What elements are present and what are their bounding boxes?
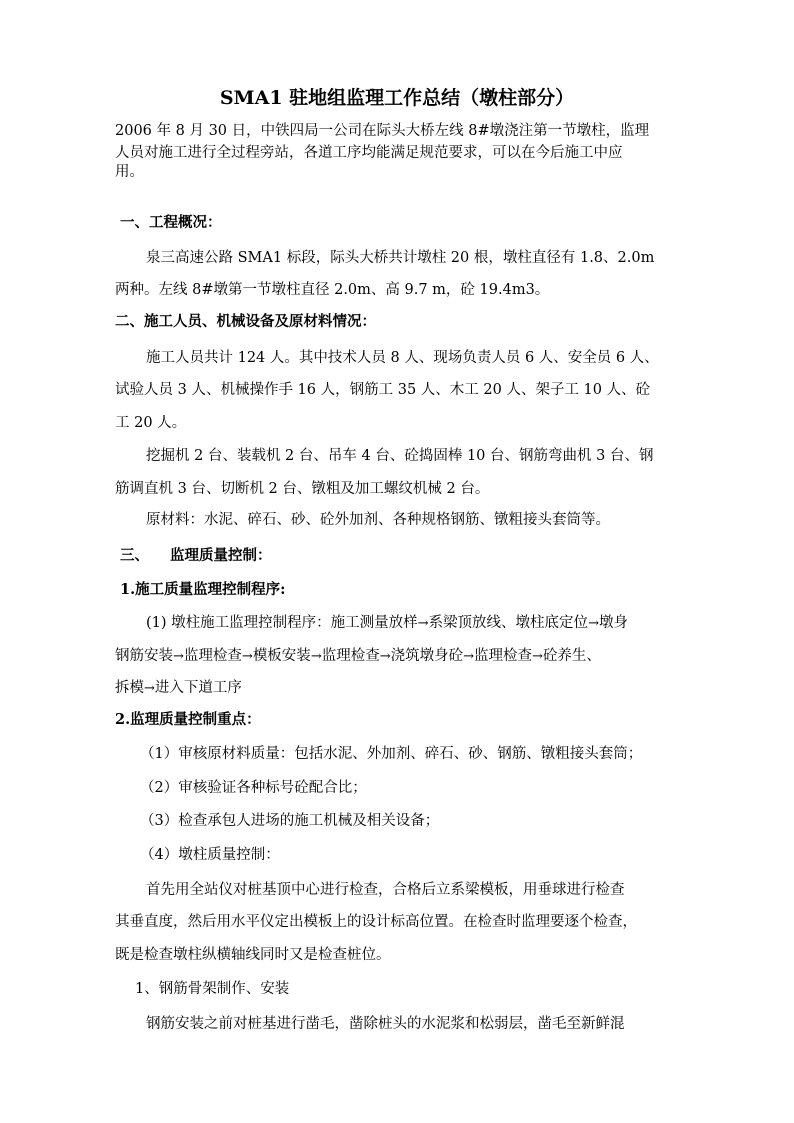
control-text-line-2: 其垂直度，然后用水平仪定出模板上的设计标高位置。在检查时监理要逐个检查， (115, 914, 637, 930)
sub2-heading: 2.监理质量控制重点： (115, 711, 261, 728)
section1-line-1: 泉三高速公路 SMA1 标段，际头大桥共计墩柱 20 根，墩柱直径有 1.8、2.0m (146, 250, 655, 266)
arrow-icon: → (463, 649, 475, 664)
equipment-line-1: 挖掘机 2 台、装载机 2 台、吊车 4 台、砼捣固棒 10 台、钢筋弯曲机 3 台、钢 (146, 448, 654, 464)
procedure-step: 监理检查 (183, 648, 242, 664)
procedure-line-1 (146, 613, 628, 634)
arrow-icon: → (173, 649, 184, 664)
intro-line-1: 2006 年 8 月 30 日，中铁四局一公司在际头大桥左线 8#墩浇注第一节墩柱，监理 (115, 123, 650, 139)
procedure-line-2 (115, 646, 601, 667)
procedure-prefix: (1) 墩柱施工监理控制程序： (146, 615, 331, 631)
procedure-step: 钢筋安装 (115, 648, 173, 664)
sub1-heading: 1.施工质量监理控制程序: (120, 581, 286, 598)
arrow-icon: → (588, 616, 599, 631)
page-title: SMA1 驻地组监理工作总结（墩柱部分） (219, 87, 575, 109)
procedure-step: 进入下道工序 (154, 680, 242, 696)
control-point-1: （1）审核原材料质量：包括水泥、外加剂、碎石、砂、钢筋、镦粗接头套筒； (140, 746, 643, 762)
control-point-3: （3）检查承包人进场的施工机械及相关设备； (140, 813, 440, 829)
arrow-icon: → (241, 649, 253, 664)
procedure-step: 监理检查 (474, 648, 533, 664)
control-point-2: （2）审核验证各种标号砼配合比； (140, 780, 367, 796)
intro-line-2: 人员对施工进行全过程旁站，各道工序均能满足规范要求，可以在今后施工中应 (115, 145, 623, 161)
control-text-line-3: 既是检查墩柱纵横轴线同时又是检查桩位。 (115, 947, 391, 963)
arrow-icon: → (379, 649, 391, 664)
procedure-step: 模板安装 (252, 648, 311, 664)
section1-heading: 一、工程概况： (120, 214, 222, 231)
rebar-heading: 1、钢筋骨架制作、安装 (135, 981, 290, 997)
control-point-4: （4）墩柱质量控制： (140, 847, 280, 863)
procedure-step: 系梁顶放线、墩柱底定位 (428, 615, 589, 631)
procedure-step: 监理检查 (321, 648, 380, 664)
section2-heading: 二、施工人员、机械设备及原材料情况： (115, 313, 376, 330)
control-text-line-1: 首先用全站仪对桩基顶中心进行检查，合格后立系梁模板，用垂球进行检查 (146, 882, 625, 898)
procedure-step: 施工测量放样 (330, 615, 418, 631)
rebar-text-line: 钢筋安装之前对桩基进行凿毛，凿除桩头的水泥浆和松弱层，凿毛至新鲜混 (146, 1016, 625, 1032)
personnel-line-3: 工 20 人。 (115, 415, 187, 431)
equipment-line-2: 筋调直机 3 台、切断机 2 台、镦粗及加工螺纹机械 2 台。 (115, 481, 490, 497)
arrow-icon: → (532, 649, 543, 664)
procedure-step: 墩身 (598, 615, 628, 631)
procedure-step: 拆模 (115, 680, 144, 696)
section3-heading: 监理质量控制： (170, 547, 272, 564)
arrow-icon: → (310, 649, 322, 664)
arrow-icon: → (417, 616, 429, 631)
arrow-icon: → (144, 681, 155, 696)
personnel-line-2: 试验人员 3 人、机械操作手 16 人，钢筋工 35 人、木工 20 人、架子工 10 人、砼 (115, 382, 651, 398)
section3-heading-number: 三、 (120, 547, 149, 564)
materials-line: 原材料：水泥、碎石、砂、砼外加剂、各种规格钢筋、镦粗接头套筒等。 (146, 512, 610, 528)
intro-line-3: 用。 (115, 164, 144, 180)
procedure-step: 砼养生、 (542, 648, 601, 664)
procedure-step: 浇筑墩身砼 (390, 648, 464, 664)
personnel-line-1: 施工人员共计 124 人。其中技术人员 8 人、现场负责人员 6 人、安全员 6 人、 (146, 350, 659, 366)
section1-line-2: 两种。左线 8#墩第一节墩柱直径 2.0m、高 9.7 m，砼 19.4m3。 (115, 282, 550, 298)
procedure-line-3 (115, 678, 242, 699)
